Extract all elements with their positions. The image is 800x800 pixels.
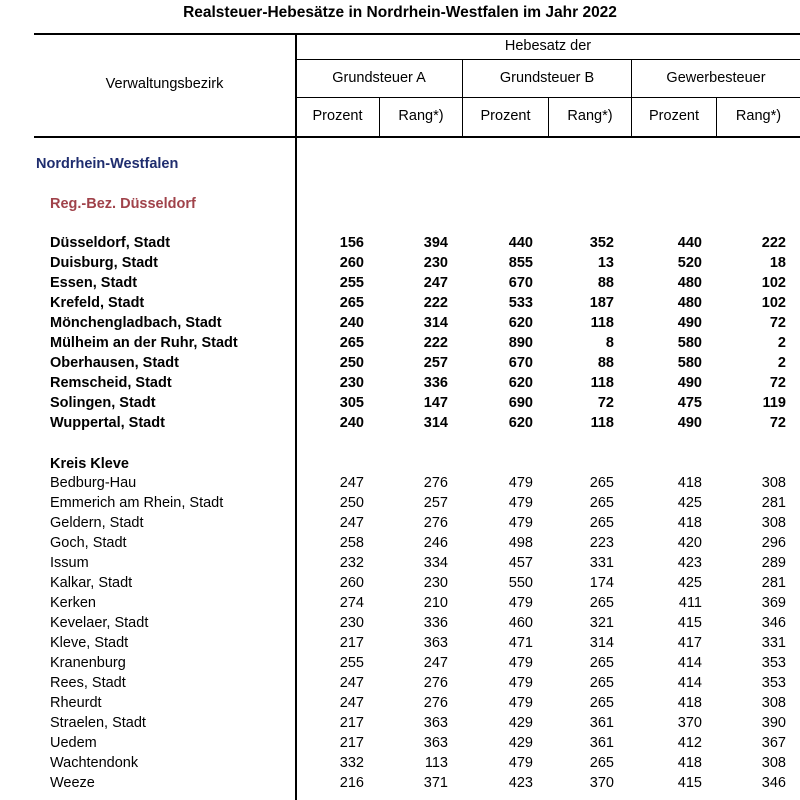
cell-grundsteuer-a-rang: 336: [423, 375, 448, 391]
cell-gewerbesteuer-prozent: 418: [677, 695, 702, 711]
cell-grundsteuer-b-prozent: 620: [508, 375, 533, 391]
header-rule-groups: [296, 59, 800, 60]
cell-grundsteuer-b-rang: 352: [589, 235, 614, 251]
cell-grundsteuer-a-rang: 222: [423, 295, 448, 311]
table-body-staedte: [0, 234, 800, 434]
cell-grundsteuer-b-rang: 118: [590, 415, 614, 431]
header-prozent-b: Prozent: [480, 108, 531, 124]
cell-grundsteuer-b-rang: 223: [589, 535, 614, 551]
table-row: [0, 254, 800, 274]
cell-grundsteuer-a-prozent: 216: [339, 775, 364, 791]
cell-gewerbesteuer-prozent: 415: [677, 615, 702, 631]
header-bottom-rule: [34, 136, 800, 138]
table-row: [0, 534, 800, 554]
cell-grundsteuer-b-prozent: 479: [508, 755, 533, 771]
table-row: [0, 654, 800, 674]
cell-grundsteuer-a-prozent: 247: [339, 475, 364, 491]
cell-gewerbesteuer-rang: 369: [761, 595, 786, 611]
cell-gewerbesteuer-prozent: 490: [677, 375, 702, 391]
cell-grundsteuer-a-prozent: 305: [339, 395, 364, 411]
header-rang-c: Rang*): [735, 108, 782, 124]
cell-gewerbesteuer-prozent: 414: [677, 655, 702, 671]
row-name: Bedburg-Hau: [50, 475, 137, 491]
cell-grundsteuer-a-rang: 276: [423, 695, 448, 711]
cell-grundsteuer-a-prozent: 217: [339, 735, 364, 751]
cell-gewerbesteuer-prozent: 425: [677, 495, 702, 511]
row-name: Duisburg, Stadt: [50, 255, 158, 271]
cell-gewerbesteuer-prozent: 480: [677, 275, 702, 291]
cell-gewerbesteuer-prozent: 580: [677, 335, 702, 351]
cell-gewerbesteuer-rang: 119: [762, 395, 786, 411]
row-name: Mülheim an der Ruhr, Stadt: [50, 335, 238, 351]
table-row: [0, 574, 800, 594]
row-name: Essen, Stadt: [50, 275, 138, 291]
cell-grundsteuer-a-prozent: 247: [339, 695, 364, 711]
cell-grundsteuer-a-rang: 363: [423, 635, 448, 651]
row-name: Wuppertal, Stadt: [50, 415, 165, 431]
cell-grundsteuer-b-prozent: 498: [508, 535, 533, 551]
cell-grundsteuer-b-prozent: 429: [508, 715, 533, 731]
cell-gewerbesteuer-rang: 72: [769, 315, 786, 331]
cell-grundsteuer-a-rang: 210: [423, 595, 448, 611]
cell-gewerbesteuer-prozent: 580: [677, 355, 702, 371]
cell-grundsteuer-a-rang: 113: [424, 755, 448, 771]
cell-grundsteuer-b-prozent: 620: [508, 315, 533, 331]
table-row: [0, 354, 800, 374]
cell-grundsteuer-b-rang: 72: [597, 395, 614, 411]
cell-grundsteuer-b-prozent: 890: [508, 335, 533, 351]
row-name: Düsseldorf, Stadt: [50, 235, 171, 251]
cell-grundsteuer-b-rang: 361: [589, 715, 614, 731]
cell-grundsteuer-a-prozent: 230: [339, 615, 364, 631]
cell-gewerbesteuer-prozent: 417: [677, 635, 702, 651]
cell-grundsteuer-b-prozent: 457: [508, 555, 533, 571]
cell-grundsteuer-b-rang: 118: [590, 315, 614, 331]
cell-gewerbesteuer-prozent: 420: [677, 535, 702, 551]
header-grundsteuer-a: Grundsteuer A: [332, 70, 426, 86]
row-name: Kleve, Stadt: [50, 635, 129, 651]
cell-grundsteuer-a-prozent: 258: [339, 535, 364, 551]
cell-gewerbesteuer-prozent: 412: [677, 735, 702, 751]
row-name: Kevelaer, Stadt: [50, 615, 149, 631]
cell-gewerbesteuer-rang: 308: [761, 475, 786, 491]
table-top-rule: [34, 33, 800, 35]
cell-grundsteuer-a-prozent: 260: [339, 255, 364, 271]
cell-gewerbesteuer-rang: 281: [761, 495, 786, 511]
cell-gewerbesteuer-prozent: 425: [677, 575, 702, 591]
table-row: [0, 234, 800, 254]
cell-grundsteuer-b-prozent: 479: [508, 495, 533, 511]
table-row: [0, 734, 800, 754]
cell-grundsteuer-a-prozent: 265: [339, 295, 364, 311]
cell-grundsteuer-a-rang: 314: [423, 315, 448, 331]
cell-gewerbesteuer-prozent: 440: [677, 235, 702, 251]
cell-grundsteuer-b-rang: 118: [590, 375, 614, 391]
cell-grundsteuer-b-prozent: 620: [508, 415, 533, 431]
cell-gewerbesteuer-prozent: 418: [677, 755, 702, 771]
table-row: [0, 314, 800, 334]
cell-grundsteuer-b-prozent: 533: [508, 295, 533, 311]
row-name: Kalkar, Stadt: [50, 575, 133, 591]
cell-gewerbesteuer-rang: 308: [761, 695, 786, 711]
cell-grundsteuer-b-prozent: 479: [508, 655, 533, 671]
cell-grundsteuer-a-prozent: 240: [339, 315, 364, 331]
table-row: [0, 634, 800, 654]
cell-grundsteuer-a-prozent: 156: [339, 235, 364, 251]
cell-grundsteuer-a-prozent: 260: [339, 575, 364, 591]
cell-grundsteuer-a-rang: 371: [423, 775, 448, 791]
table-row: [0, 674, 800, 694]
cell-grundsteuer-a-rang: 257: [423, 355, 448, 371]
cell-grundsteuer-a-rang: 247: [423, 275, 448, 291]
cell-gewerbesteuer-rang: 308: [761, 515, 786, 531]
cell-gewerbesteuer-prozent: 418: [677, 515, 702, 531]
cell-grundsteuer-b-rang: 265: [589, 655, 614, 671]
table-row: [0, 394, 800, 414]
cell-grundsteuer-b-rang: 265: [589, 675, 614, 691]
cell-grundsteuer-a-prozent: 255: [339, 655, 364, 671]
header-verwaltungsbezirk: Verwaltungsbezirk: [105, 76, 224, 92]
row-name: Kerken: [50, 595, 96, 611]
table-row: [0, 374, 800, 394]
table-row: [0, 294, 800, 314]
cell-gewerbesteuer-rang: 18: [769, 255, 786, 271]
header-prozent-a: Prozent: [312, 108, 363, 124]
cell-grundsteuer-a-rang: 257: [423, 495, 448, 511]
table-row: [0, 514, 800, 534]
cell-grundsteuer-b-prozent: 670: [508, 275, 533, 291]
cell-grundsteuer-b-rang: 265: [589, 755, 614, 771]
cell-grundsteuer-b-rang: 187: [589, 295, 614, 311]
cell-grundsteuer-a-rang: 147: [423, 395, 448, 411]
cell-gewerbesteuer-prozent: 490: [677, 415, 702, 431]
table-row: [0, 594, 800, 614]
row-name: Weeze: [50, 775, 95, 791]
cell-grundsteuer-a-rang: 276: [423, 475, 448, 491]
cell-gewerbesteuer-prozent: 480: [677, 295, 702, 311]
cell-grundsteuer-b-rang: 88: [597, 275, 614, 291]
cell-grundsteuer-a-rang: 230: [423, 255, 448, 271]
cell-gewerbesteuer-prozent: 415: [677, 775, 702, 791]
cell-gewerbesteuer-rang: 72: [769, 415, 786, 431]
cell-grundsteuer-b-prozent: 550: [508, 575, 533, 591]
table-body-gemeinden: [0, 474, 800, 794]
cell-grundsteuer-b-prozent: 460: [508, 615, 533, 631]
cell-grundsteuer-a-rang: 334: [423, 555, 448, 571]
row-name: Krefeld, Stadt: [50, 295, 145, 311]
cell-gewerbesteuer-prozent: 411: [678, 595, 702, 611]
row-name: Goch, Stadt: [50, 535, 127, 551]
cell-gewerbesteuer-rang: 2: [777, 335, 786, 351]
row-name: Mönchengladbach, Stadt: [50, 315, 222, 331]
cell-grundsteuer-b-prozent: 471: [508, 635, 533, 651]
cell-gewerbesteuer-prozent: 414: [677, 675, 702, 691]
cell-gewerbesteuer-rang: 296: [761, 535, 786, 551]
cell-grundsteuer-b-prozent: 440: [508, 235, 533, 251]
header-prozent-c: Prozent: [649, 108, 699, 124]
page-title: Realsteuer-Hebesätze in Nordrhein-Westfalen im Jahr 2022: [183, 4, 617, 21]
cell-grundsteuer-a-prozent: 232: [339, 555, 364, 571]
cell-grundsteuer-a-prozent: 250: [339, 495, 364, 511]
cell-gewerbesteuer-prozent: 475: [677, 395, 702, 411]
cell-grundsteuer-a-prozent: 332: [339, 755, 364, 771]
cell-grundsteuer-a-rang: 222: [423, 335, 448, 351]
cell-grundsteuer-a-rang: 276: [423, 675, 448, 691]
cell-gewerbesteuer-rang: 367: [761, 735, 786, 751]
cell-grundsteuer-a-prozent: 247: [339, 515, 364, 531]
cell-grundsteuer-b-rang: 265: [589, 495, 614, 511]
cell-grundsteuer-b-prozent: 690: [508, 395, 533, 411]
table-row: [0, 774, 800, 794]
cell-grundsteuer-b-rang: 88: [597, 355, 614, 371]
header-grundsteuer-b: Grundsteuer B: [499, 70, 595, 86]
cell-gewerbesteuer-rang: 2: [777, 355, 786, 371]
cell-grundsteuer-a-rang: 276: [423, 515, 448, 531]
table-row: [0, 414, 800, 434]
table-row: [0, 474, 800, 494]
cell-gewerbesteuer-rang: 102: [761, 295, 786, 311]
cell-grundsteuer-b-rang: 265: [589, 475, 614, 491]
cell-grundsteuer-b-rang: 13: [597, 255, 614, 271]
cell-gewerbesteuer-rang: 102: [761, 275, 786, 291]
header-rang-b: Rang*): [567, 108, 613, 124]
cell-grundsteuer-a-prozent: 230: [339, 375, 364, 391]
cell-grundsteuer-b-prozent: 479: [508, 695, 533, 711]
cell-grundsteuer-a-rang: 394: [423, 235, 448, 251]
cell-gewerbesteuer-rang: 353: [761, 675, 786, 691]
table-row: [0, 334, 800, 354]
cell-grundsteuer-a-prozent: 265: [339, 335, 364, 351]
section-regbez: Reg.-Bez. Düsseldorf: [50, 196, 196, 212]
cell-grundsteuer-a-rang: 314: [423, 415, 448, 431]
cell-grundsteuer-a-rang: 247: [423, 655, 448, 671]
row-name: Issum: [50, 555, 89, 571]
cell-grundsteuer-a-rang: 230: [423, 575, 448, 591]
cell-grundsteuer-b-rang: 265: [589, 695, 614, 711]
cell-grundsteuer-a-prozent: 217: [339, 635, 364, 651]
table-row: [0, 614, 800, 634]
cell-grundsteuer-a-prozent: 247: [339, 675, 364, 691]
cell-grundsteuer-b-rang: 370: [589, 775, 614, 791]
row-name: Rees, Stadt: [50, 675, 126, 691]
cell-gewerbesteuer-rang: 346: [761, 775, 786, 791]
row-name: Oberhausen, Stadt: [50, 355, 179, 371]
cell-grundsteuer-a-prozent: 240: [339, 415, 364, 431]
row-name: Uedem: [50, 735, 97, 751]
cell-grundsteuer-b-prozent: 429: [508, 735, 533, 751]
cell-gewerbesteuer-rang: 390: [761, 715, 786, 731]
row-name: Geldern, Stadt: [50, 515, 144, 531]
cell-grundsteuer-b-rang: 361: [589, 735, 614, 751]
cell-grundsteuer-b-rang: 321: [589, 615, 614, 631]
cell-grundsteuer-a-prozent: 255: [339, 275, 364, 291]
cell-gewerbesteuer-rang: 353: [761, 655, 786, 671]
row-name: Rheurdt: [50, 695, 102, 711]
table-row: [0, 274, 800, 294]
row-name: Emmerich am Rhein, Stadt: [50, 495, 224, 511]
cell-gewerbesteuer-rang: 331: [761, 635, 786, 651]
cell-gewerbesteuer-prozent: 370: [677, 715, 702, 731]
cell-grundsteuer-b-prozent: 479: [508, 675, 533, 691]
header-hebesatz: Hebesatz der: [504, 38, 592, 54]
cell-grundsteuer-b-rang: 8: [605, 335, 614, 351]
table-row: [0, 714, 800, 734]
cell-grundsteuer-b-prozent: 855: [508, 255, 533, 271]
cell-gewerbesteuer-rang: 222: [761, 235, 786, 251]
cell-grundsteuer-b-rang: 265: [589, 515, 614, 531]
cell-grundsteuer-b-rang: 265: [589, 595, 614, 611]
cell-gewerbesteuer-prozent: 418: [677, 475, 702, 491]
cell-grundsteuer-a-rang: 363: [423, 735, 448, 751]
cell-grundsteuer-b-rang: 331: [589, 555, 614, 571]
row-name: Solingen, Stadt: [50, 395, 156, 411]
cell-grundsteuer-a-prozent: 250: [339, 355, 364, 371]
cell-grundsteuer-b-prozent: 423: [508, 775, 533, 791]
row-name: Remscheid, Stadt: [50, 375, 172, 391]
row-name: Wachtendonk: [50, 755, 139, 771]
cell-gewerbesteuer-prozent: 423: [677, 555, 702, 571]
cell-grundsteuer-b-prozent: 670: [508, 355, 533, 371]
cell-grundsteuer-b-prozent: 479: [508, 515, 533, 531]
cell-grundsteuer-a-rang: 246: [423, 535, 448, 551]
table-row: [0, 554, 800, 574]
section-land: Nordrhein-Westfalen: [36, 156, 179, 172]
table-row: [0, 494, 800, 514]
cell-grundsteuer-a-rang: 363: [423, 715, 448, 731]
table-row: [0, 754, 800, 774]
cell-gewerbesteuer-rang: 72: [769, 375, 786, 391]
cell-grundsteuer-a-prozent: 274: [339, 595, 364, 611]
cell-gewerbesteuer-prozent: 490: [677, 315, 702, 331]
cell-gewerbesteuer-rang: 289: [761, 555, 786, 571]
cell-gewerbesteuer-rang: 308: [761, 755, 786, 771]
row-name: Kranenburg: [50, 655, 126, 671]
cell-grundsteuer-b-prozent: 479: [508, 595, 533, 611]
cell-grundsteuer-a-prozent: 217: [339, 715, 364, 731]
header-gewerbesteuer: Gewerbesteuer: [666, 70, 766, 86]
cell-grundsteuer-b-rang: 174: [589, 575, 614, 591]
cell-gewerbesteuer-prozent: 520: [677, 255, 702, 271]
row-name: Straelen, Stadt: [50, 715, 146, 731]
cell-gewerbesteuer-rang: 281: [761, 575, 786, 591]
cell-grundsteuer-b-rang: 314: [589, 635, 614, 651]
cell-grundsteuer-b-prozent: 479: [508, 475, 533, 491]
cell-gewerbesteuer-rang: 346: [761, 615, 786, 631]
header-rang-a: Rang*): [398, 108, 444, 124]
section-kreis: Kreis Kleve: [50, 456, 129, 472]
cell-grundsteuer-a-rang: 336: [423, 615, 448, 631]
table-row: [0, 694, 800, 714]
